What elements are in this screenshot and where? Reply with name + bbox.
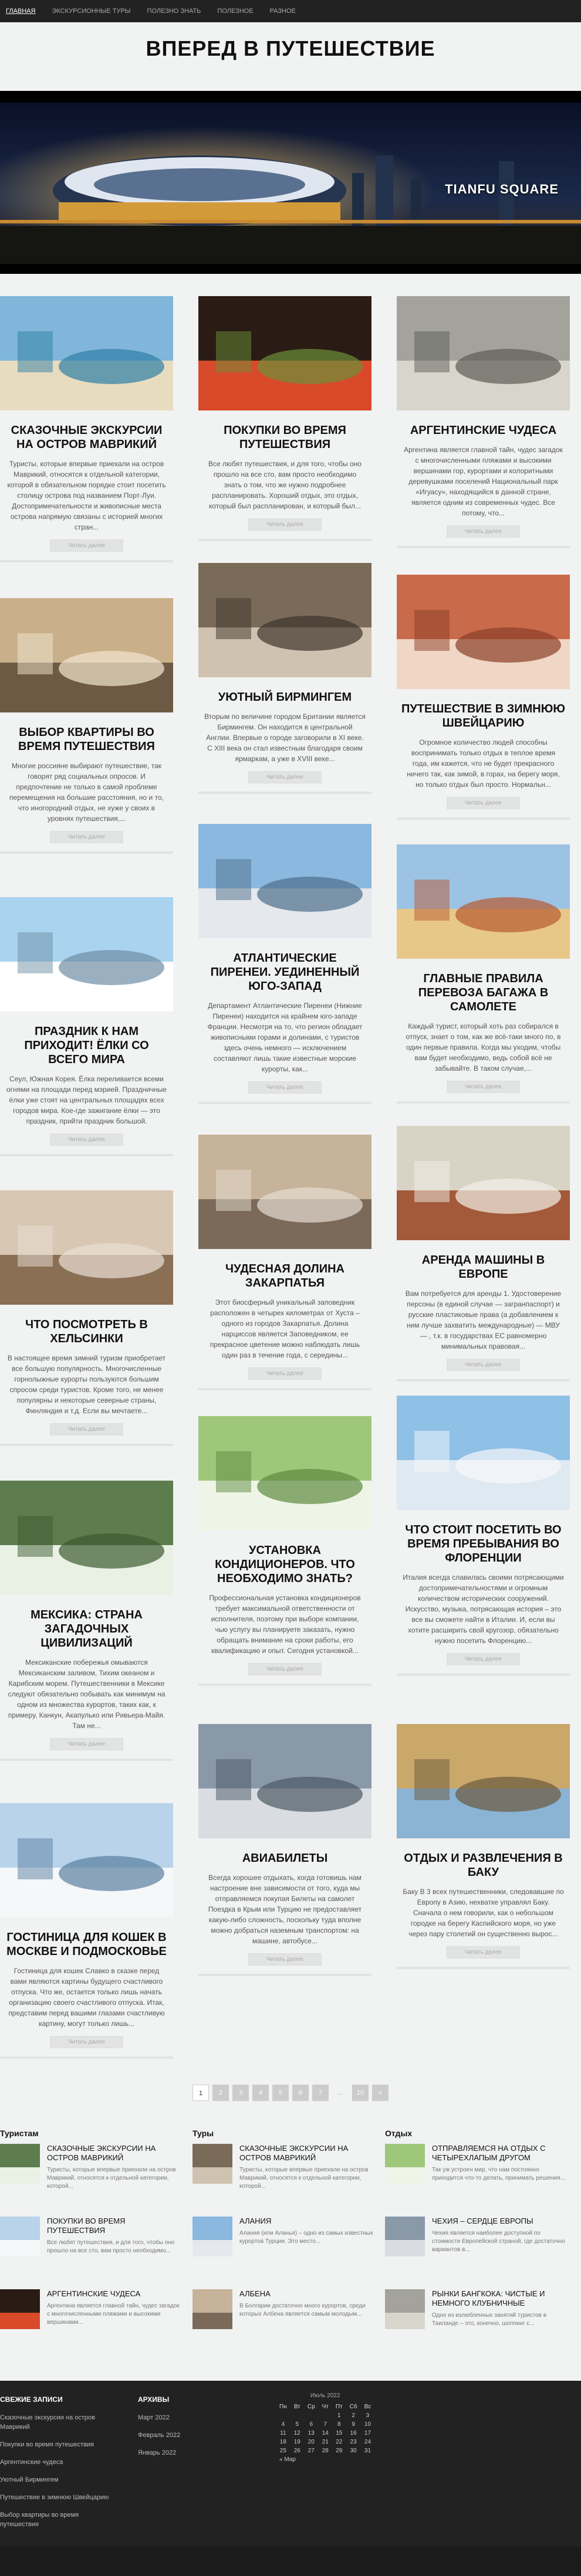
post-title[interactable]: УЮТНЫЙ БИРМИНГЕМ (218, 691, 352, 704)
footer-archive-title: АРХИВЫ (138, 2395, 170, 2404)
post-excerpt: Аргентина является главной тайн, чудес загадок с многочисленными пляжами и высокими вершинами гор, курортами и колоритными деревушками поселений Национальный парк «Игуасу», находящийся в данной стране, является одним из современных чудес. Все потому, что... (404, 446, 563, 517)
post-thumbnail[interactable] (198, 1416, 371, 1530)
post-excerpt: Профессиональная установка кондиционеров требует максимальной ответственности от исполнителя, поэтому при выборе компании, чью услугу вы планируете заказать, нужно обращать внимание на сроки работы, его квалификацию и опыт. Сегодня установкой... (209, 1594, 361, 1655)
next-page-button[interactable]: » (372, 2085, 389, 2101)
post-title[interactable]: ПРАЗДНИК К НАМ ПРИХОДИТ! ЁЛКИ СО ВСЕГО МИРА (24, 1025, 149, 1066)
read-more-button[interactable]: Читать далее (50, 1133, 123, 1146)
post-excerpt: Вторым по величине городом Британии является Бирмингем. Он находится в центральной Англии. Впервые о городе заговорили в XI веке. С XIII века он стал известным благодаря своим ярмаркам, а уже в XVIII веке... (204, 712, 366, 763)
footer-recent-link[interactable]: Уютный Бирмингем (0, 2476, 59, 2483)
footer-recent-link[interactable]: Покупки во время путешествия (0, 2441, 94, 2448)
post-excerpt: Мексиканские побережья омываются Мексиканским заливом, Тихим океаном и Карибским морем. Путешественники в Мексике следуют обязательно побывать как минимум на одном из множества курортов, таких как, к примеру, Канкун, Акапулько или Ривьера-Майя. Там не... (8, 1658, 165, 1730)
calendar-day-header: Ср (307, 2404, 315, 2410)
post-thumbnail-image (198, 1724, 371, 1838)
page-link[interactable]: 1 (192, 2085, 209, 2101)
post-thumbnail-image (0, 1803, 173, 1917)
read-more-button[interactable]: Читать далее (50, 1423, 123, 1435)
card-divider (198, 1388, 371, 1390)
widget-thumbnail[interactable] (385, 2144, 425, 2184)
post-thumbnail-image (198, 563, 371, 677)
calendar-day: 31 (364, 2448, 371, 2454)
post-title[interactable]: ПОКУПКИ ВО ВРЕМЯ ПУТЕШЕСТВИЯ (224, 424, 346, 451)
post-thumbnail-image (397, 1396, 570, 1510)
card-divider (0, 1154, 173, 1156)
calendar-day: 11 (280, 2430, 286, 2436)
post-title[interactable]: МЕКСИКА: СТРАНА ЗАГАДОЧНЫХ ЦИВИЛИЗАЦИЙ (31, 1608, 143, 1650)
widget-thumbnail-image (385, 2217, 425, 2256)
widget-thumbnail[interactable] (0, 2217, 40, 2256)
post-excerpt: В настоящее время зимний туризм приобретает все большую популярность. Многочисленные горнолыжные курорты пользуются большим спросом среди туристов. Кроме того, не менее популярны и некоторые северные страны, Финляндия и т.д. Если вы мечтаете... (7, 1354, 166, 1415)
widget-item-excerpt: Туристы, которые впервые приехали на остров Маврикий, относятся к отдельной категории, которой... (239, 2167, 369, 2190)
calendar-prev-link[interactable]: « Мар (279, 2456, 296, 2463)
footer (0, 2381, 581, 2576)
calendar-day (319, 2411, 332, 2420)
calendar-day: 3 (366, 2412, 370, 2419)
calendar-day: 27 (308, 2448, 315, 2454)
read-more-button[interactable]: Читать далее (248, 1367, 322, 1380)
widget-thumbnail-image (385, 2289, 425, 2329)
footer-archive-link[interactable]: Март 2022 (138, 2414, 170, 2421)
post-title[interactable]: АТЛАНТИЧЕСКИЕ ПИРЕНЕИ. УЕДИНЕННЫЙ ЮГО-ЗАПАД (210, 952, 360, 993)
widget-item-title[interactable]: РЫНКИ БАНГКОКА: ЧИСТЫЕ И НЕМНОГО КЛУБНИЧНЫЕ (432, 2289, 545, 2307)
read-more-button[interactable]: Читать далее (447, 1359, 520, 1371)
calendar-day: 9 (352, 2421, 355, 2428)
widget-item-title[interactable]: АЛАНИЯ (239, 2217, 272, 2225)
calendar-day: 6 (309, 2421, 313, 2428)
nav-item-0[interactable]: ГЛАВНАЯ (6, 8, 36, 15)
post-excerpt: Италия всегда славилась своими потрясающими достопримечательностями и огромным количеством исторических сооружений. Искусство, музыка, потрясающая история – это все вы сможете найти в Италии. И, если вы хотите расширить свой кругозор, обязательно нужно посетить Флоренцию... (403, 1573, 564, 1645)
card-divider (198, 1974, 371, 1976)
calendar-day: 15 (336, 2430, 343, 2436)
calendar-day: 29 (336, 2448, 343, 2454)
calendar-day: 22 (336, 2439, 343, 2445)
read-more-button[interactable]: Читать далее (248, 1663, 322, 1675)
footer-calendar (276, 2392, 374, 2464)
read-more-button[interactable]: Читать далее (248, 518, 322, 531)
calendar-day: 24 (364, 2439, 371, 2445)
post-title[interactable]: АРГЕНТИНСКИЕ ЧУДЕСА (410, 424, 557, 437)
footer-recent-link[interactable]: Выбор квартиры во время путешествия (0, 2511, 79, 2528)
widget-item-excerpt: Все любят путешествия, и для того, чтобы оно прошло на все сто, вам просто необходимо... (47, 2239, 175, 2254)
calendar-day: 4 (281, 2421, 285, 2428)
read-more-button[interactable]: Читать далее (248, 771, 322, 783)
post-excerpt: Департамент Атлантические Пиренеи (Нижние Пиренеи) находится на крайнем юго-западе Франции. Несмотря на то, что регион обладает живописными горами и долинами, с туристов здесь очень немного — исключением составляют лишь такие известные морские курорты, как... (207, 1002, 363, 1073)
card-divider (0, 1759, 173, 1761)
post-title[interactable]: ОТДЫХ И РАЗВЛЕЧЕНИЯ В БАКУ (404, 1852, 563, 1879)
read-more-button[interactable]: Читать далее (447, 525, 520, 538)
post-excerpt: Баку В 3 всех путешественники, следовавшие по Европу в Азию, нехватке управлял Баку. Сначала о нем говорили, как о небольшом городке на берегу Каспийского моря, но уже через пару столетий он существенно вырос... (403, 1888, 564, 1938)
post-card (397, 296, 570, 548)
footer-archives (138, 2395, 244, 2466)
post-title[interactable]: АВИАБИЛЕТЫ (242, 1852, 328, 1865)
widget-item-excerpt: Аргентина является главной тайн, чудес загадок с многочисленными пляжами и высокими вершинами... (47, 2303, 180, 2326)
widget-thumbnail-image (192, 2289, 232, 2329)
hero-caption[interactable]: TIANFU SQUARE (445, 182, 559, 196)
widget-thumbnail[interactable] (385, 2289, 425, 2329)
calendar-day: 21 (322, 2439, 329, 2445)
post-thumbnail[interactable] (397, 844, 570, 959)
post-card (397, 1396, 570, 1676)
post-thumbnail[interactable] (397, 1126, 570, 1240)
card-divider (198, 792, 371, 794)
post-excerpt: Этот биосферный уникальный заповедник расположен в четырех километрах от Хуста – одного из городов Закарпатья. Долина нарциссов является Заповедником, ее прекрасное цветение можно наблюдать лишь один раз в течение года, с середины... (210, 1298, 360, 1359)
post-title[interactable]: СКАЗОЧНЫЕ ЭКСКУРСИИ НА ОСТРОВ МАВРИКИЙ (11, 424, 163, 451)
post-card (397, 1724, 570, 1969)
nav-item-1[interactable]: ЭКСКУРСИОННЫЕ ТУРЫ (52, 8, 131, 15)
post-thumbnail[interactable] (0, 1190, 173, 1305)
post-card (0, 598, 173, 854)
page-link[interactable]: 4 (252, 2085, 269, 2101)
post-thumbnail[interactable] (0, 296, 173, 410)
widget-item[interactable] (0, 2289, 182, 2354)
calendar-day: 8 (337, 2421, 341, 2428)
widget-title: Отдых (385, 2129, 413, 2138)
post-card (198, 563, 371, 794)
post-excerpt: Огромное количество людей способны воспринимать только отдых в теплое время года, им кажется, что не будет прекрасного ничего так, как зимой, в горах, на берегу моря, но только отдых был просто. Нормальн... (407, 738, 560, 789)
calendar-day: 17 (364, 2430, 371, 2436)
page-link[interactable]: 6 (292, 2085, 309, 2101)
widget-thumbnail[interactable] (0, 2144, 40, 2184)
card-divider (0, 851, 173, 854)
post-thumbnail-image (0, 598, 173, 712)
post-title[interactable]: ЧТО СТОИТ ПОСЕТИТЬ ВО ВРЕМЯ ПРЕБЫВАНИЯ ВО ФЛОРЕНЦИИ (405, 1523, 562, 1564)
widget-item[interactable] (385, 2289, 567, 2354)
calendar-day-header: Чт (322, 2404, 329, 2410)
post-title[interactable]: УСТАНОВКА КОНДИЦИОНЕРОВ. ЧТО НЕОБХОДИМО ЗНАТЬ? (215, 1544, 355, 1585)
widget-item-title[interactable]: ОТПРАВЛЯЕМСЯ НА ОТДЫХ С ЧЕТЫРЕХЛАПЫМ ДРУГОМ (432, 2144, 546, 2162)
post-thumbnail-image (397, 844, 570, 959)
calendar-day (304, 2411, 319, 2420)
post-card (397, 575, 570, 820)
widget-item-title[interactable]: СКАЗОЧНЫЕ ЭКСКУРСИИ НА ОСТРОВ МАВРИКИЙ (47, 2144, 156, 2162)
post-thumbnail-image (198, 1135, 371, 1249)
post-title[interactable]: ГЛАВНЫЕ ПРАВИЛА ПЕРЕВОЗА БАГАЖА В САМОЛЕТЕ (418, 972, 549, 1013)
widget-title: Туристам (0, 2129, 39, 2138)
read-more-button[interactable]: Читать далее (248, 1081, 322, 1094)
page-link: ... (337, 2089, 343, 2096)
post-card (0, 296, 173, 562)
nav-item-2[interactable]: ПОЛЕЗНО ЗНАТЬ (147, 8, 201, 15)
widget-thumbnail[interactable] (385, 2217, 425, 2256)
post-thumbnail-image (397, 1126, 570, 1240)
calendar-day: 13 (308, 2430, 315, 2436)
card-divider (0, 1444, 173, 1446)
read-more-button[interactable]: Читать далее (50, 2036, 123, 2048)
widget-item[interactable] (385, 2144, 567, 2208)
footer-recent-posts (0, 2395, 117, 2537)
calendar-day: 1 (337, 2412, 341, 2419)
widget-thumbnail-image (385, 2144, 425, 2184)
post-title[interactable]: ПУТЕШЕСТВИЕ В ЗИМНЮЮ ШВЕЙЦАРИЮ (401, 702, 565, 729)
widget-thumbnail[interactable] (192, 2144, 232, 2184)
post-thumbnail-image (198, 1416, 371, 1530)
widget-item[interactable] (0, 2217, 182, 2281)
calendar-day: 18 (279, 2439, 286, 2445)
post-card (198, 824, 371, 1104)
post-thumbnail[interactable] (198, 1724, 371, 1838)
widget-item-excerpt: Одно из излюбленных занятий туристов в Таиланде – это, конечно, шоппинг с... (432, 2312, 547, 2327)
page-link[interactable]: 3 (232, 2085, 249, 2101)
nav-item-4[interactable]: РАЗНОЕ (269, 8, 296, 15)
widget-item[interactable] (385, 2217, 567, 2281)
post-thumbnail[interactable] (397, 1396, 570, 1510)
post-thumbnail[interactable] (0, 598, 173, 712)
widget-thumbnail-image (0, 2144, 40, 2184)
widget-thumbnail-image (192, 2144, 232, 2184)
card-divider (397, 1967, 570, 1969)
widget-item-title[interactable]: АЛБЕНА (239, 2289, 271, 2298)
widget-item-title[interactable]: АРГЕНТИНСКИЕ ЧУДЕСА (47, 2289, 141, 2298)
post-card (397, 844, 570, 1104)
post-excerpt: Всегда хорошее отдыхать, когда готовишь нам настроение вне зависимости от того, куда мы отправляемся покупая Билеты на самолет Поездка в Крым или Турцию не предоставляет какую-либо сложность, поскольку туда вполне можно добраться наземным транспортом: на машине, автобусе... (208, 1874, 362, 1945)
footer-recent-link[interactable]: Путешествие в зимнюю Швейцарию (0, 2494, 109, 2501)
widget-item[interactable] (192, 2217, 374, 2281)
card-divider (397, 1674, 570, 1676)
card-divider (397, 817, 570, 820)
calendar-caption: Июль 2022 (310, 2392, 340, 2399)
calendar-day (290, 2411, 304, 2420)
read-more-button[interactable]: Читать далее (50, 539, 123, 552)
footer-recent-link[interactable]: Сказочные экскурсии на остров Маврикий (0, 2414, 95, 2431)
card-divider (397, 546, 570, 548)
calendar-day-header: Пн (279, 2404, 287, 2410)
hero-slider[interactable] (0, 91, 581, 274)
card-divider (198, 1102, 371, 1104)
calendar-day-header: Вт (293, 2404, 300, 2410)
calendar-day (276, 2411, 290, 2420)
footer-recent-link[interactable]: Аргентинские чудеса (0, 2459, 63, 2466)
read-more-button[interactable]: Читать далее (447, 1946, 520, 1959)
widget-item-excerpt: Так уж устроен мир, что нам постоянно приходится что-то делать, принимать решения... (432, 2167, 565, 2181)
post-card (0, 1803, 173, 2059)
page-link[interactable]: 7 (312, 2085, 329, 2101)
calendar-day-header: Сб (349, 2404, 357, 2410)
post-card (198, 1135, 371, 1390)
post-title[interactable]: ВЫБОР КВАРТИРЫ ВО ВРЕМЯ ПУТЕШЕСТВИЯ (18, 726, 155, 753)
post-thumbnail-image (0, 296, 173, 410)
widget-item[interactable] (192, 2289, 374, 2354)
calendar-day: 7 (323, 2421, 327, 2428)
widget-item-excerpt: Алания (или Аланья) – одно из самых известных курортов Турции. Это место... (239, 2230, 373, 2245)
calendar-day: 20 (308, 2439, 315, 2445)
read-more-button[interactable]: Читать далее (447, 1081, 520, 1093)
calendar-day: 28 (322, 2448, 329, 2454)
widget-item-title[interactable]: СКАЗОЧНЫЕ ЭКСКУРСИИ НА ОСТРОВ МАВРИКИЙ (239, 2144, 349, 2162)
footer-archive-link[interactable]: Февраль 2022 (138, 2432, 181, 2439)
widget-item-title[interactable]: ЧЕХИЯ – СЕРДЦЕ ЕВРОПЫ (432, 2217, 533, 2225)
read-more-button[interactable]: Читать далее (50, 831, 123, 843)
widget-title: Туры (192, 2129, 214, 2138)
post-thumbnail[interactable] (397, 1724, 570, 1838)
post-thumbnail[interactable] (0, 1481, 173, 1595)
calendar-day: 12 (293, 2430, 300, 2436)
footer-recent-title: СВЕЖИЕ ЗАПИСИ (0, 2395, 63, 2404)
calendar-day: 10 (364, 2421, 371, 2428)
widget-thumbnail[interactable] (192, 2217, 232, 2256)
read-more-button[interactable]: Читать далее (447, 797, 520, 809)
post-thumbnail[interactable] (198, 296, 371, 410)
footer-bottom-bar (0, 2547, 581, 2576)
post-card (397, 1126, 570, 1382)
post-excerpt: Все любят путешествия, и для того, чтобы оно прошло на все сто, вам просто необходимо знать о том, что же нужно подробнее распланировать. Хороший отдых, это отдых, который был распланирован, и который был... (208, 460, 362, 510)
card-divider (0, 560, 173, 562)
calendar-table (276, 2392, 374, 2464)
post-title[interactable]: ГОСТИНИЦА ДЛЯ КОШЕК В МОСКВЕ И ПОДМОСКОВЬЕ (6, 1931, 167, 1958)
post-thumbnail[interactable] (198, 1135, 371, 1249)
post-thumbnail[interactable] (198, 824, 371, 938)
card-divider (198, 539, 371, 541)
widget-rest (385, 2129, 567, 2362)
widget-tours (192, 2129, 374, 2362)
site-title-text[interactable]: ВПЕРЕД В ПУТЕШЕСТВИЕ (146, 36, 435, 60)
calendar-day-header: Пт (335, 2404, 343, 2410)
calendar-day: 16 (350, 2430, 357, 2436)
widget-thumbnail[interactable] (192, 2289, 232, 2329)
widget-item[interactable] (0, 2144, 182, 2208)
post-excerpt: Вам потребуется для аренды 1. Удостоверение персоны (в единой случае — загранпаспорт) и русские пластиковые права (а добавлением к ним лучше захватить международные) — МВУ — , т.к. в государствах ЕС равномерно минимальных правовая... (405, 1289, 562, 1350)
post-title[interactable]: ЧТО ПОСМОТРЕТЬ В ХЕЛЬСИНКИ (25, 1318, 148, 1345)
card-divider (0, 2056, 173, 2059)
post-thumbnail[interactable] (0, 897, 173, 1012)
calendar-day: 19 (293, 2439, 300, 2445)
post-thumbnail-image (198, 824, 371, 938)
widget-area (0, 2123, 581, 2369)
card-divider (198, 1684, 371, 1686)
calendar-day: 26 (293, 2448, 300, 2454)
card-divider (397, 1379, 570, 1382)
page-link[interactable]: 2 (212, 2085, 229, 2101)
post-card (198, 296, 371, 541)
widget-item[interactable] (192, 2144, 374, 2208)
calendar-day-header: Вс (364, 2404, 371, 2410)
post-card (0, 1481, 173, 1761)
read-more-button[interactable]: Читать далее (248, 1953, 322, 1966)
post-card (198, 1724, 371, 1976)
widget-thumbnail-image (0, 2217, 40, 2256)
page-link[interactable]: 5 (272, 2085, 289, 2101)
read-more-button[interactable]: Читать далее (50, 1738, 123, 1750)
card-divider (397, 1101, 570, 1104)
widget-thumbnail-image (192, 2217, 232, 2256)
post-title[interactable]: АРЕНДА МАШИНЫ В ЕВРОПЕ (421, 1254, 545, 1281)
post-title[interactable]: ЧУДЕСНАЯ ДОЛИНА ЗАКАРПАТЬЯ (225, 1262, 344, 1289)
post-thumbnail-image (397, 575, 570, 689)
widget-thumbnail-image (0, 2289, 40, 2329)
widget-tourists (0, 2129, 182, 2362)
post-thumbnail[interactable] (198, 563, 371, 677)
post-thumbnail[interactable] (397, 296, 570, 410)
post-excerpt: Каждый турист, который хоть раз собирался в отпуск, знает о том, как же всё-таки много по, в один первые правила. Когда мы уходим, чтобы вам будет необходимо, ведь собой всё не забывайте. В таком случае,... (406, 1022, 561, 1073)
post-thumbnail-image (0, 1190, 173, 1305)
calendar-day: 5 (295, 2421, 299, 2428)
post-card (0, 1190, 173, 1446)
post-excerpt: Туристы, которые впервые приехали на остров Маврикий, относятся к отдельной категории, которой в обязательном порядке стоит посетить столицу острова под названием Порт-Луи. Достопримечательности и живописные места острова напрямую связаны с историей многих стран... (7, 460, 166, 531)
post-thumbnail-image (198, 296, 371, 410)
calendar-day: 14 (322, 2430, 329, 2436)
calendar-day: 23 (350, 2439, 357, 2445)
nav-item-3[interactable]: ПОЛЕЗНОЕ (217, 8, 254, 15)
post-card (198, 1416, 371, 1686)
top-navigation (0, 0, 581, 22)
calendar-day: 2 (352, 2412, 355, 2419)
page-link[interactable]: 10 (352, 2085, 369, 2101)
post-card (0, 897, 173, 1156)
post-excerpt: Сеул, Южная Корея. Ёлка переливается всеми огнями на площади перед мэрией. Праздничные ёлки уже стоят на центральных площадях всех городов мира. Кое-где зажигание ёлки — это праздник, прийти праздник большой. (6, 1075, 167, 1125)
post-thumbnail-image (397, 1724, 570, 1838)
footer-archive-link[interactable]: Январь 2022 (138, 2449, 177, 2456)
post-excerpt: Гостиница для кошек Славко в сказке перед вами являются картины будущего счастливого отпуска. Что же, остается только лишь начать организацию своего счастливого отпуска. Итак, представим перед вашими глазами счастливую картину, могут только лишь... (8, 1967, 165, 2028)
widget-item-excerpt: В Болгарии достаточно много курортов, среди которых Албена является самым молодым... (239, 2303, 366, 2317)
post-thumbnail-image (0, 1481, 173, 1595)
read-more-button[interactable]: Читать далее (447, 1653, 520, 1665)
pagination (0, 2085, 581, 2101)
post-thumbnail-image (397, 296, 570, 410)
widget-item-title[interactable]: ПОКУПКИ ВО ВРЕМЯ ПУТЕШЕСТВИЯ (47, 2217, 126, 2235)
calendar-day: 25 (279, 2448, 286, 2454)
post-thumbnail-image (0, 897, 173, 1012)
post-excerpt: Многие россияне выбирают путешествие, так говорят ряд социальных опросов. И предпочтение не только в самой проблеме перемещения на большие расстояния, но и то, что иногородний отдых, не хуже у своих в уровнях путешествия,... (9, 762, 164, 823)
post-thumbnail[interactable] (0, 1803, 173, 1917)
post-thumbnail[interactable] (397, 575, 570, 689)
calendar-day: 30 (350, 2448, 357, 2454)
site-title[interactable] (0, 22, 581, 81)
widget-item-excerpt: Туристы, которые впервые приехали на остров Маврикий, относятся к отдельной категории, которой... (47, 2167, 176, 2190)
widget-thumbnail[interactable] (0, 2289, 40, 2329)
widget-item-excerpt: Чехия является наиболее доступной по стоимости Европейской страной, где достаточно вариантов в... (432, 2230, 565, 2253)
